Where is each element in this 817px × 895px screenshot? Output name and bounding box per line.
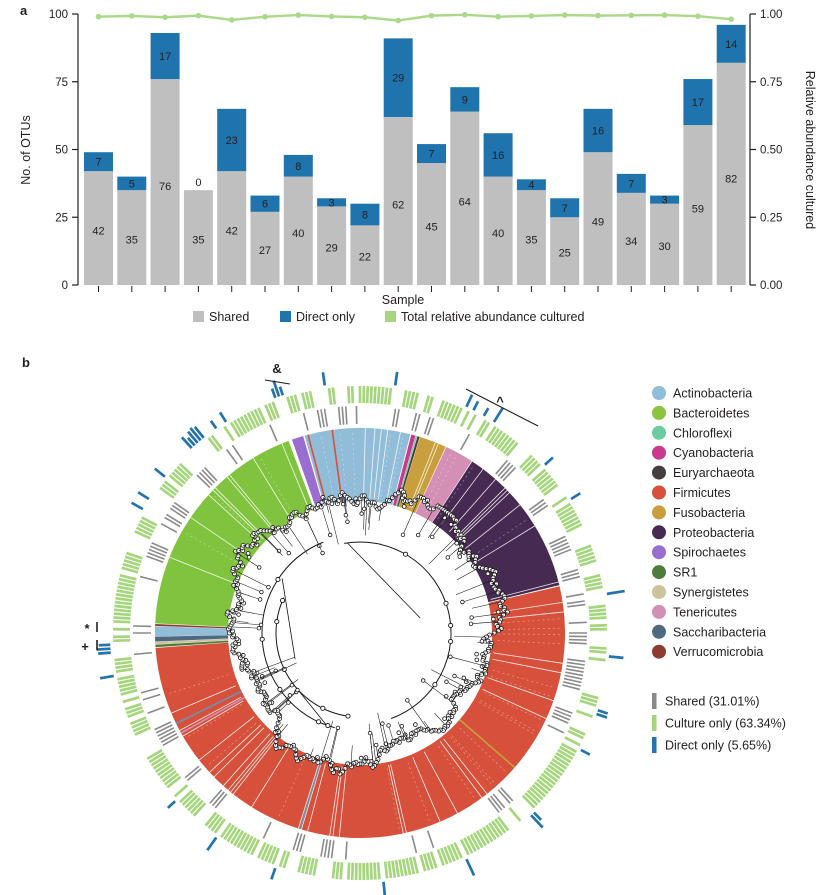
annotation-symbol: & xyxy=(272,361,282,376)
taxa-swatch-proteobacteria xyxy=(652,525,666,539)
bar-shared-value: 35 xyxy=(125,234,138,247)
taxa-label: Bacteroidetes xyxy=(673,406,750,421)
bar-shared-value: 22 xyxy=(358,251,372,264)
taxa-swatch-saccharibacteria xyxy=(652,625,666,639)
abundance-marker xyxy=(529,13,535,19)
panel-b-letter: b xyxy=(22,355,30,370)
taxa-label: Saccharibacteria xyxy=(673,625,767,640)
taxa-label: Firmicutes xyxy=(673,486,731,500)
ring-swatch xyxy=(652,693,657,709)
y-right-tick-label: 0.25 xyxy=(760,212,783,225)
bar-direct-value: 14 xyxy=(725,38,738,51)
abundance-marker xyxy=(262,14,268,20)
taxa-label: Verrucomicrobia xyxy=(673,645,764,660)
abundance-marker xyxy=(595,13,601,19)
bar-shared-value: 40 xyxy=(491,227,505,240)
circular-phylogeny-chart xyxy=(0,340,817,895)
legend-swatch xyxy=(280,311,291,322)
bar-shared-value: 59 xyxy=(691,203,705,216)
abundance-marker xyxy=(562,12,568,18)
y-right-tick-label: 0.75 xyxy=(760,76,783,89)
taxa-swatch-chloroflexi xyxy=(652,426,666,440)
taxa-swatch-verrucomicrobia xyxy=(652,645,666,659)
abundance-marker xyxy=(662,12,668,18)
taxa-label: Synergistetes xyxy=(673,585,749,600)
bar-direct-value: 0 xyxy=(195,177,202,190)
abundance-marker xyxy=(695,13,701,19)
bar-shared-value: 76 xyxy=(158,181,172,194)
bar-direct-value: 3 xyxy=(661,194,668,207)
bar-shared-value: 34 xyxy=(625,235,638,248)
taxa-label: Fusobacteria xyxy=(673,505,746,520)
abundance-marker xyxy=(462,12,468,18)
panel-a-letter: a xyxy=(20,3,28,18)
bar-direct-value: 7 xyxy=(428,148,435,161)
bar-direct-value: 16 xyxy=(491,149,505,162)
bar-direct-value: 23 xyxy=(225,135,238,148)
abundance-line xyxy=(96,12,734,23)
abundance-marker xyxy=(96,14,102,20)
y-left-axis-title: No. of OTUs xyxy=(19,115,33,185)
y-left-tick-label: 25 xyxy=(55,212,68,225)
abundance-marker xyxy=(162,14,168,20)
abundance-marker xyxy=(296,12,302,18)
ring-legend xyxy=(652,693,786,753)
ring-swatch xyxy=(652,737,657,753)
bar-direct-value: 17 xyxy=(158,51,172,64)
taxa-swatch-euryarchaeota xyxy=(652,466,666,480)
bar-direct-value: 29 xyxy=(392,72,405,85)
abundance-marker xyxy=(329,14,335,20)
abundance-marker xyxy=(429,13,435,19)
y-right-tick-label: 0.50 xyxy=(760,144,783,157)
x-axis-title: Sample xyxy=(381,293,425,307)
ring-swatch xyxy=(652,715,657,731)
taxa-label: Chloroflexi xyxy=(673,426,733,441)
taxa-label: Actinobacteria xyxy=(673,386,753,401)
ring-label: Culture only (63.34%) xyxy=(665,716,786,731)
taxa-swatch-spirochaetes xyxy=(652,545,666,559)
taxa-swatch-cyanobacteria xyxy=(652,446,666,460)
bar-shared-value: 40 xyxy=(292,227,305,240)
bar-shared-value: 30 xyxy=(658,240,671,253)
abundance-marker xyxy=(495,14,501,20)
taxa-legend xyxy=(652,386,766,659)
taxa-label: Proteobacteria xyxy=(673,525,755,540)
y-right-axis-title: Relative abundance cultured xyxy=(803,70,817,230)
ring-label: Direct only (5.65%) xyxy=(665,738,772,753)
taxa-label: Tenericutes xyxy=(673,605,737,620)
taxa-swatch-actinobacteria xyxy=(652,386,666,400)
abundance-marker xyxy=(395,18,401,24)
bar-direct-value: 3 xyxy=(328,197,335,210)
bar-shared-value: 35 xyxy=(525,234,538,247)
bar-direct-value: 16 xyxy=(591,125,605,138)
abundance-marker xyxy=(196,13,202,19)
annotation-symbol: * xyxy=(84,621,90,636)
bar-direct-value: 7 xyxy=(628,178,635,191)
taxa-label: SR1 xyxy=(673,565,698,580)
y-left-tick-label: 100 xyxy=(48,9,68,21)
bar-direct-value: 7 xyxy=(561,202,568,215)
abundance-marker xyxy=(229,17,235,23)
taxa-swatch-tenericutes xyxy=(652,605,666,619)
taxa-swatch-fusobacteria xyxy=(652,505,666,519)
stacked-bar-chart xyxy=(0,0,817,340)
bar-direct-value: 5 xyxy=(128,178,135,191)
bar-plot xyxy=(84,25,746,292)
bar-shared-value: 29 xyxy=(325,242,338,255)
bar-direct-value: 8 xyxy=(361,209,368,222)
taxa-swatch-synergistetes xyxy=(652,585,666,599)
taxa-swatch-sr1 xyxy=(652,565,666,579)
abundance-marker xyxy=(362,14,368,20)
legend-label: Total relative abundance cultured xyxy=(401,310,585,324)
bar-shared-value: 45 xyxy=(425,221,438,234)
abundance-marker xyxy=(129,13,135,19)
ring-label: Shared (31.01%) xyxy=(665,694,760,709)
bar-shared-value: 62 xyxy=(392,199,405,212)
panel-a-legend xyxy=(193,310,585,324)
taxa-label: Euryarchaeota xyxy=(673,466,755,481)
bar-direct-value: 4 xyxy=(528,179,535,192)
legend-swatch xyxy=(193,311,204,322)
taxa-swatch-firmicutes xyxy=(652,486,666,500)
y-right-tick-label: 0.00 xyxy=(760,280,783,292)
bar-shared-value: 42 xyxy=(92,225,105,238)
y-left-tick-label: 0 xyxy=(61,280,68,292)
bar-shared-value: 35 xyxy=(192,234,205,247)
bar-direct-value: 8 xyxy=(295,160,302,173)
taxa-label: Spirochaetes xyxy=(673,545,746,560)
bar-shared-value: 82 xyxy=(725,173,738,186)
bar-shared-value: 25 xyxy=(558,247,571,260)
legend-swatch xyxy=(385,311,396,322)
taxa-label: Cyanobacteria xyxy=(673,446,754,461)
y-left-tick-label: 75 xyxy=(55,76,68,89)
annotation-symbol: ^ xyxy=(496,394,504,409)
bar-direct-value: 7 xyxy=(95,156,102,169)
abundance-marker xyxy=(728,16,734,22)
y-right-tick-label: 1.00 xyxy=(760,9,783,21)
y-left-tick-label: 50 xyxy=(55,144,68,157)
bar-direct-value: 9 xyxy=(461,94,468,107)
abundance-marker xyxy=(629,13,635,19)
bar-shared-value: 64 xyxy=(458,196,471,209)
bar-shared-value: 49 xyxy=(591,216,605,229)
bar-direct-value: 17 xyxy=(691,97,705,110)
legend-label: Shared xyxy=(209,310,250,324)
annotation-symbol: + xyxy=(81,639,89,654)
legend-label: Direct only xyxy=(296,310,356,324)
taxa-swatch-bacteroidetes xyxy=(652,406,666,420)
bar-shared-value: 27 xyxy=(258,244,272,257)
bar-direct-value: 6 xyxy=(261,198,269,211)
bar-shared-value: 42 xyxy=(225,225,238,238)
annotation-line xyxy=(265,380,290,384)
